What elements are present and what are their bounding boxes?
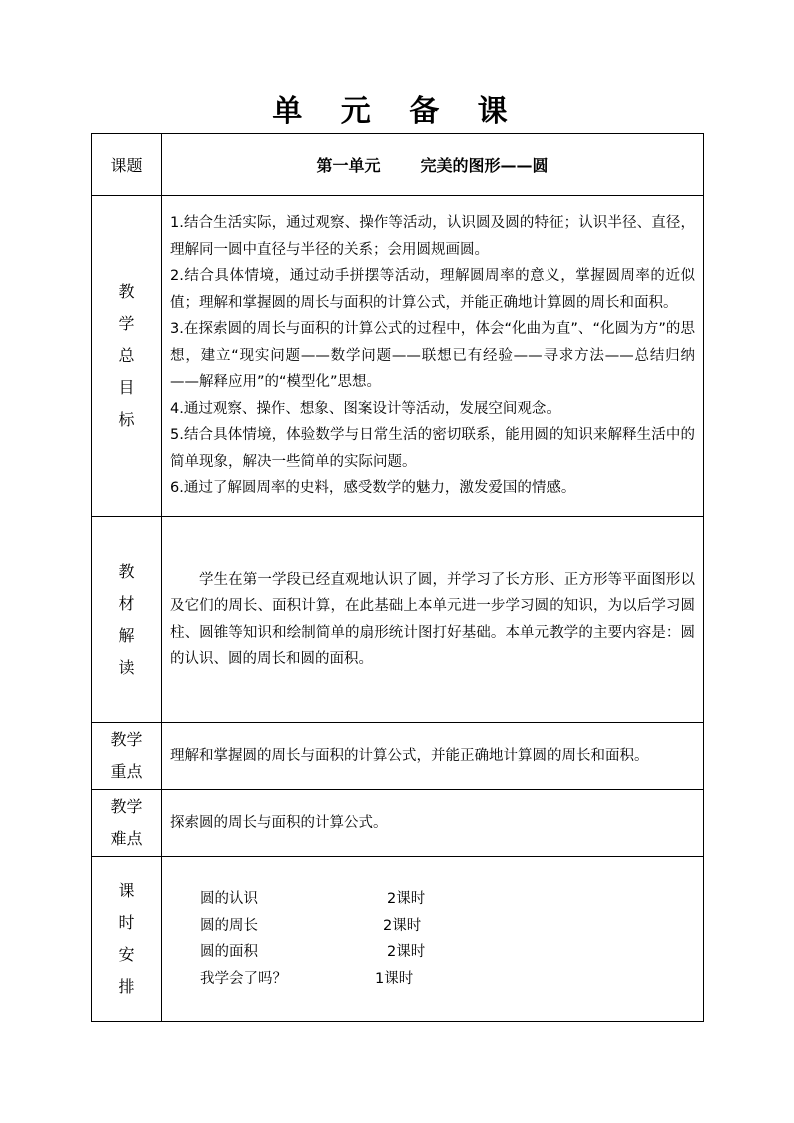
goals-label: 教 学 总 目 标 xyxy=(92,196,162,517)
schedule-content xyxy=(162,857,704,1022)
material-row xyxy=(92,517,704,723)
schedule-row xyxy=(92,857,704,1022)
topic-row xyxy=(92,134,704,196)
goal-item: 5.结合具体情境，体验数学与日常生活的密切联系，能用圆的知识来解释生活中的简单现象，解决一些简单的实际问题。 xyxy=(170,427,695,470)
schedule-item: 圆的面积 2课时 xyxy=(200,944,426,960)
difficulties-label: 教学 难点 xyxy=(92,790,162,857)
unit-number: 第一单元 xyxy=(316,156,381,175)
material-text: 学生在第一学段已经直观地认识了圆，并学习了长方形、正方形等平面图形以及它们的周长、面积计算，在此基础上本单元进一步学习圆的知识，为以后学习圆柱、圆锥等知识和绘制简单的扇形统计图打好基础。本单元教学的主要内容是：圆的认识、圆的周长和圆的面积。 xyxy=(170,571,695,667)
page-title: 单 元 备 课 xyxy=(272,94,522,129)
material-label: 教 材 解 读 xyxy=(92,517,162,723)
goal-item: 1.结合生活实际，通过观察、操作等活动，认识圆及圆的特征；认识半径、直径，理解同一圆中直径与半径的关系；会用圆规画圆。 xyxy=(170,215,695,258)
schedule-item: 我学会了吗？ 1课时 xyxy=(200,970,414,987)
difficulties-row xyxy=(92,790,704,857)
goal-item: 3.在探索圆的周长与面积的计算公式的过程中，体会“化曲为直”、“化圆为方”的思想，建立“现实问题——数学问题——联想已有经验——寻求方法——总结归纳——解释应用”的“模型化”思想。 xyxy=(170,321,695,391)
topic-value xyxy=(162,134,704,196)
goal-item: 2.结合具体情境，通过动手拼摆等活动，理解圆周率的意义，掌握圆周率的近似值；理解和掌握圆的周长与面积的计算公式，并能正确地计算圆的周长和面积。 xyxy=(170,268,695,311)
topic-label: 课题 xyxy=(92,134,162,196)
schedule-item: 圆的周长 2课时 xyxy=(200,917,422,934)
key-points-content: 理解和掌握圆的周长与面积的计算公式，并能正确地计算圆的周长和面积。 xyxy=(162,723,704,790)
goal-item: 6.通过了解圆周率的史料，感受数学的魅力，激发爱国的情感。 xyxy=(170,480,576,497)
key-points-row xyxy=(92,723,704,790)
goals-content xyxy=(162,196,704,517)
difficulties-content: 探索圆的周长与面积的计算公式。 xyxy=(162,790,704,857)
schedule-label: 课 时 安 排 xyxy=(92,857,162,1022)
material-content xyxy=(162,517,704,723)
goal-item: 4.通过观察、操作、想象、图案设计等活动，发展空间观念。 xyxy=(170,400,561,417)
schedule-item: 圆的认识 2课时 xyxy=(200,891,426,907)
key-points-label: 教学 重点 xyxy=(92,723,162,790)
lesson-plan-table xyxy=(91,133,704,1022)
unit-name: 完美的图形——圆 xyxy=(420,156,549,175)
goals-row xyxy=(92,196,704,517)
